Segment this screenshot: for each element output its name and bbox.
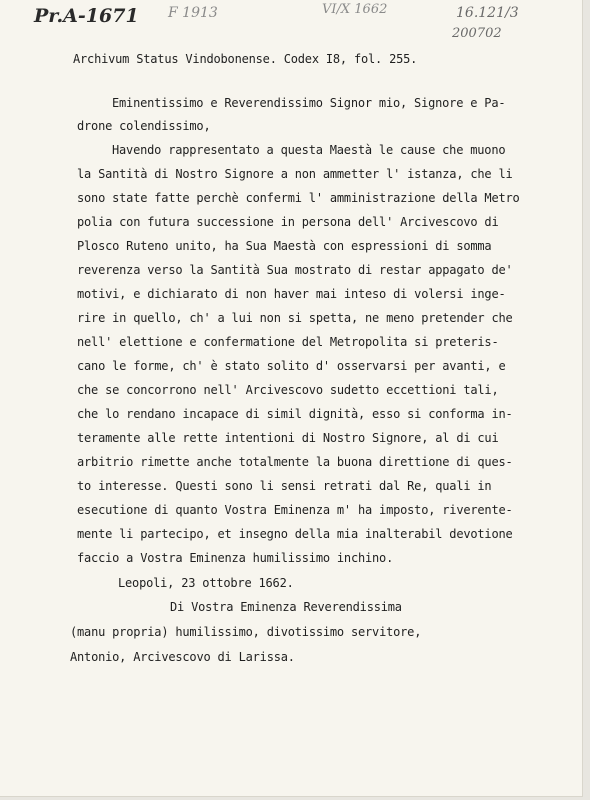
body-line: reverenza verso la Santità Sua mostrato di restar appagato de' xyxy=(77,263,513,277)
body-line: rire in quello, ch' a lui non si spetta, ne meno pretender che xyxy=(77,311,513,325)
body-line: faccio a Vostra Eminenza humilissimo inchino. xyxy=(77,551,394,565)
closing-line: Di Vostra Eminenza Reverendissima xyxy=(170,600,402,614)
archive-header: Archivum Status Vindobonense. Codex I8, fol. 255. xyxy=(73,52,418,66)
body-line: sono state fatte perchè confermi l' amministrazione della Metro xyxy=(77,191,520,205)
body-line: mente li partecipo, et insegno della mia inalterabil devotione xyxy=(77,527,513,541)
body-line: motivi, e dichiarato di non haver mai inteso di volersi inge- xyxy=(77,287,506,301)
handwritten-number: 16.121/3 xyxy=(456,5,519,21)
signature-line: Antonio, Arcivescovo di Larissa. xyxy=(70,650,295,664)
closing-line: (manu propria) humilissimo, divotissimo servitore, xyxy=(70,625,422,639)
body-line: esecutione di quanto Vostra Eminenza m' ha imposto, riverente- xyxy=(77,503,513,517)
body-line: Havendo rappresentato a questa Maestà le cause che muono xyxy=(112,143,506,157)
handwritten-number-2: 200702 xyxy=(452,26,502,41)
body-line: Plosco Ruteno unito, ha Sua Maestà con espressioni di somma xyxy=(77,239,492,253)
body-line: arbitrio rimette anche totalmente la buona direttione di ques- xyxy=(77,455,513,469)
handwritten-reference-2: F 1913 xyxy=(168,5,218,21)
body-line: polia con futura successione in persona dell' Arcivescovo di xyxy=(77,215,499,229)
salutation-line: drone colendissimo, xyxy=(77,119,211,133)
body-line: cano le forme, ch' è stato solito d' osservarsi per avanti, e xyxy=(77,359,506,373)
body-line: che se concorrono nell' Arcivescovo sudetto eccettioni tali, xyxy=(77,383,499,397)
body-line: nell' elettione e confermatione del Metropolita si preteris- xyxy=(77,335,499,349)
body-line: che lo rendano incapace di simil dignità, esso si conforma in- xyxy=(77,407,513,421)
handwritten-date-note: VI/X 1662 xyxy=(322,2,388,17)
salutation-line: Eminentissimo e Reverendissimo Signor mio, Signore e Pa- xyxy=(112,96,506,110)
body-line: la Santità di Nostro Signore a non ammetter l' istanza, che li xyxy=(77,167,513,181)
body-line: to interesse. Questi sono li sensi retrati dal Re, quali in xyxy=(77,479,492,493)
body-line: teramente alle rette intentioni di Nostro Signore, al di cui xyxy=(77,431,499,445)
handwritten-reference: Pr.A-1671 xyxy=(34,5,139,27)
place-date: Leopoli, 23 ottobre 1662. xyxy=(118,576,294,590)
